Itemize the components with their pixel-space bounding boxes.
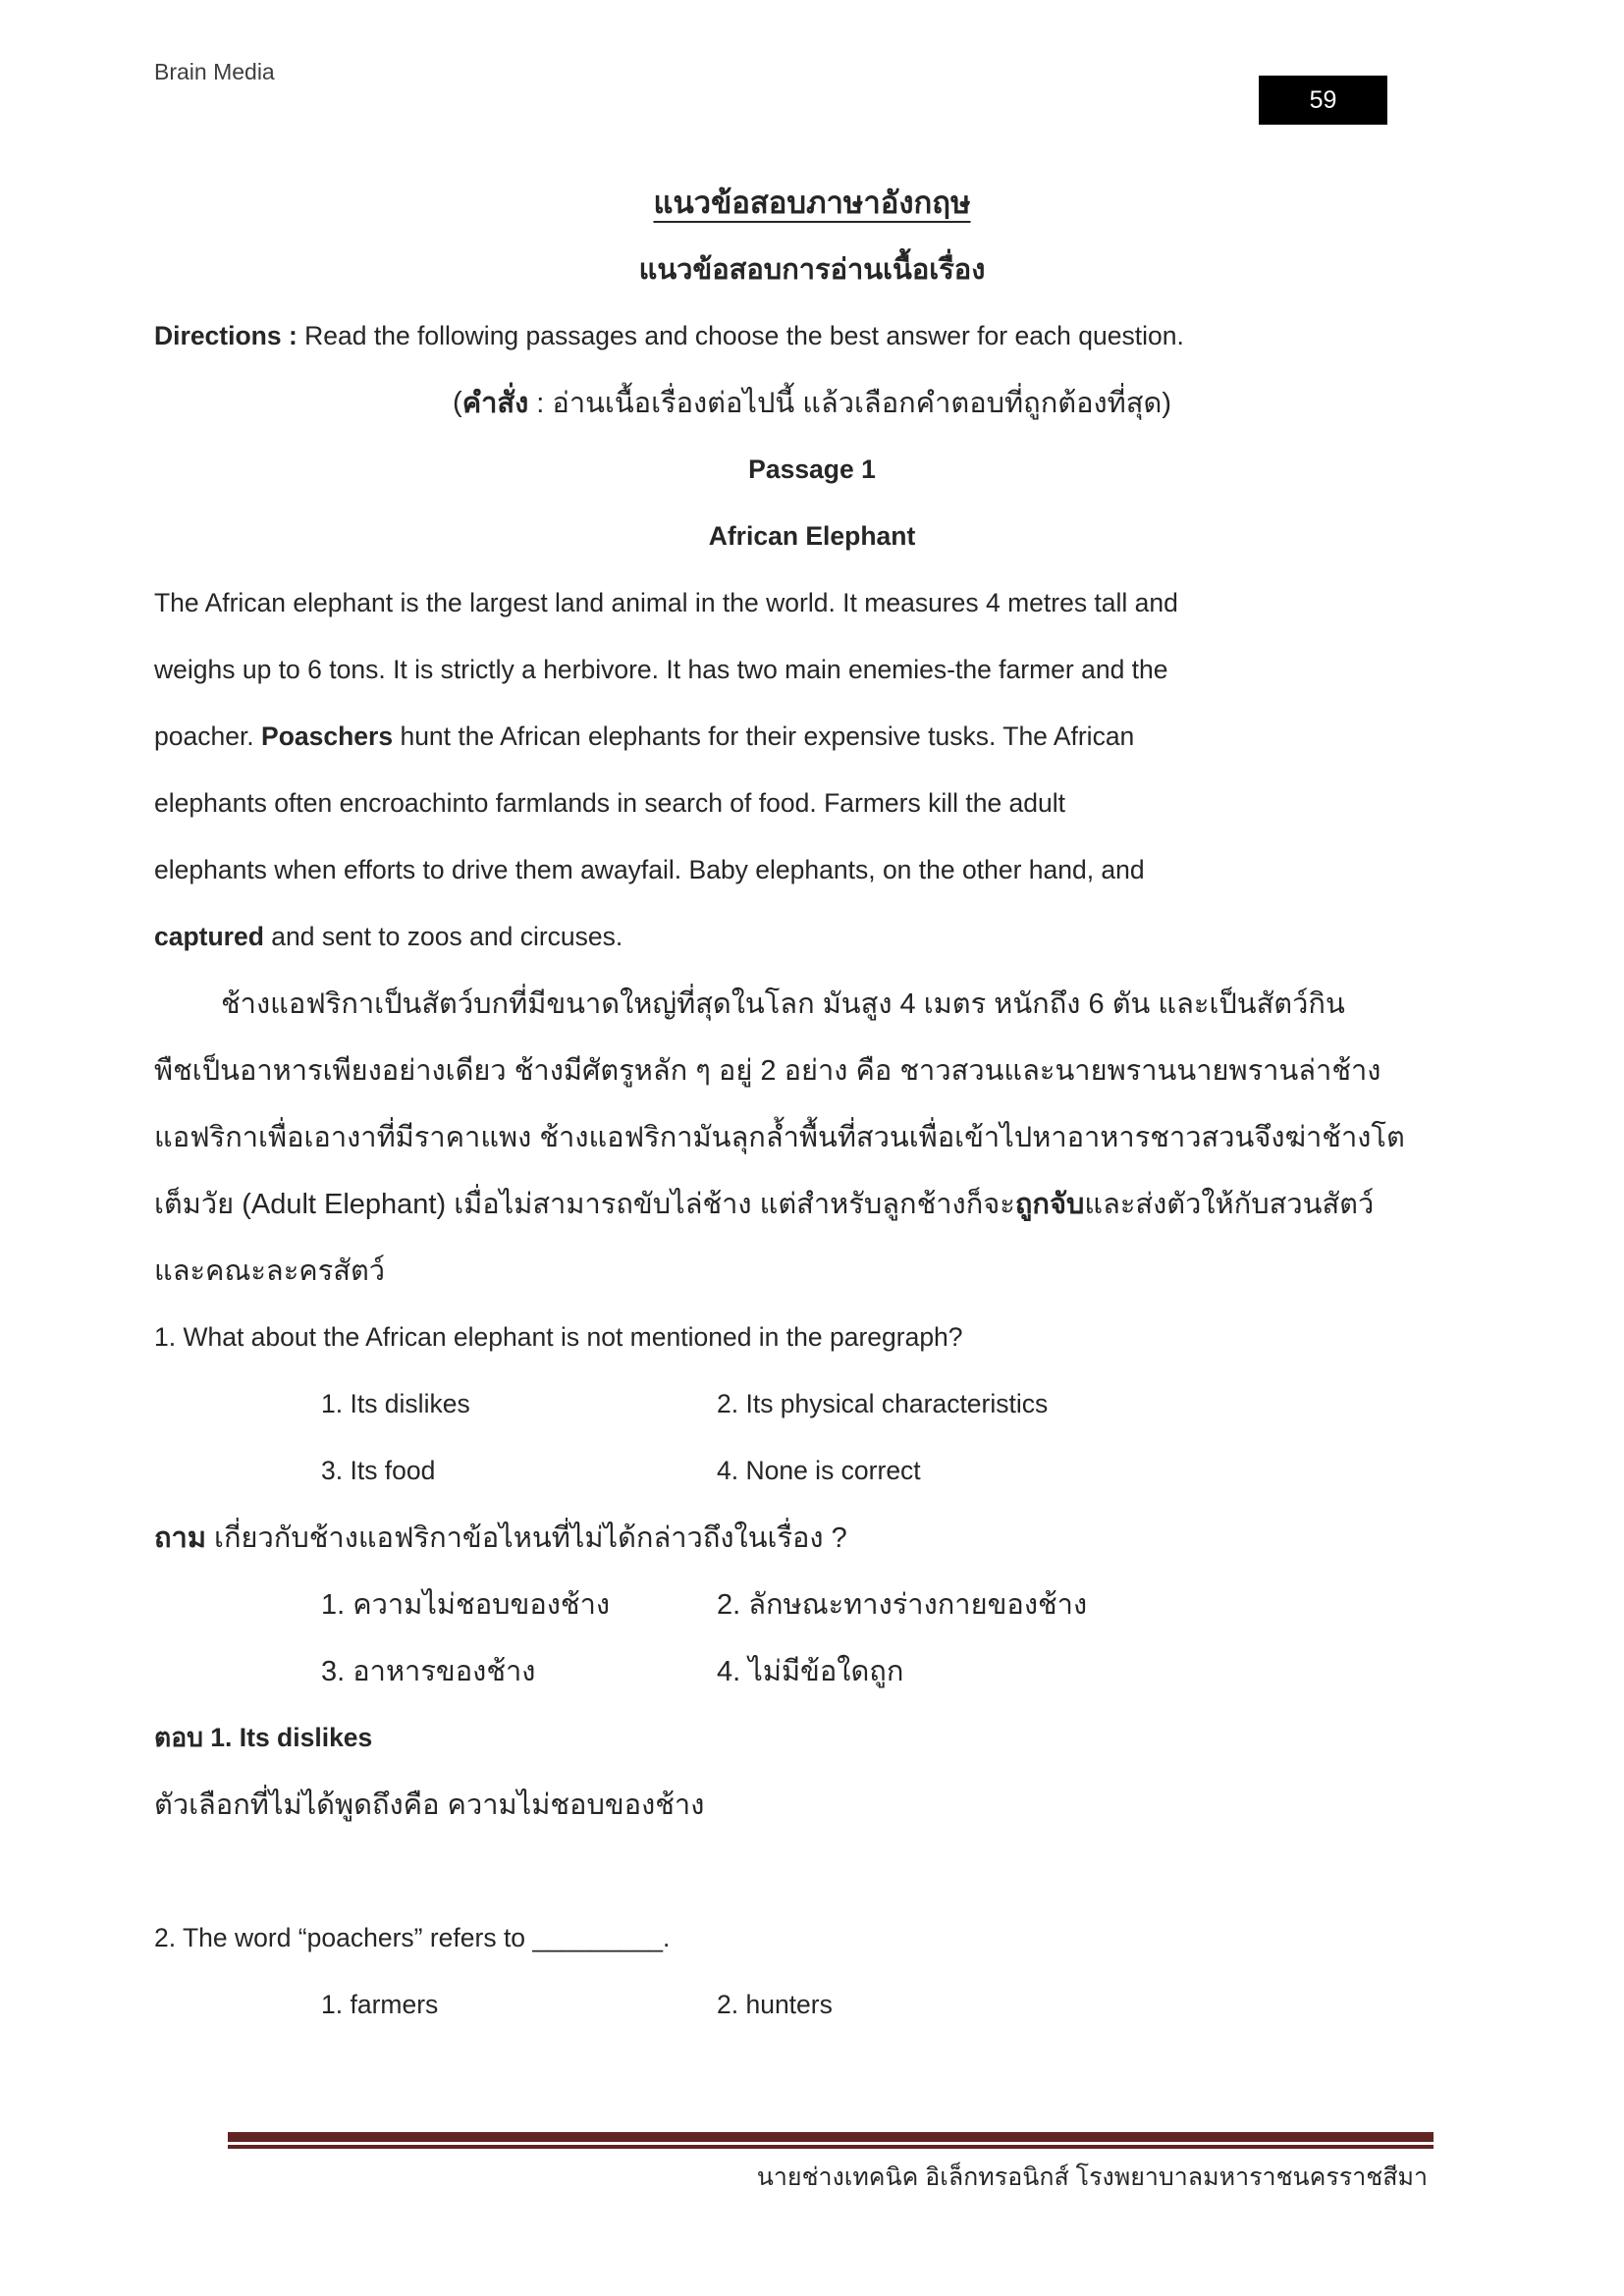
passage-th-line [154, 1103, 1470, 1170]
choice-q1th-3: 3. อาหารของช้าง [321, 1656, 536, 1687]
directions-label: Directions : [154, 320, 298, 350]
choice-q1th-4: 4. ไม่มีข้อใดถูก [717, 1656, 904, 1687]
choice-q1-3: 3. Its food [321, 1455, 436, 1485]
question-1-thai-choices-row-2 [154, 1637, 1470, 1704]
main-title: แนวข้อสอบภาษาอังกฤษ [653, 186, 971, 220]
footer-credit: นายช่างเทคนิค อิเล็กทรอนิกส์ โรงพยาบาลมหาราชนครราชสีมา [756, 2163, 1428, 2191]
passage-th-text: แอฟริกาเพื่อเอางาที่มีราคาแพง ช้างแอฟริกามันลุกล้ำพื้นที่สวนเพื่อเข้าไปหาอาหารชาวสวนจึงฆ่าช้างโต [154, 1122, 1405, 1153]
question-1-choices-row-1 [154, 1370, 1470, 1437]
page-number: 59 [1309, 85, 1337, 114]
directions-text: Read the following passages and choose the best answer for each question. [297, 320, 1184, 350]
passage-label: Passage 1 [748, 454, 876, 484]
passage-en-bold: captured [154, 921, 264, 951]
passage-th-text: และส่งตัวให้กับสวนสัตว์ [1084, 1189, 1375, 1220]
footer-divider-thick-line [228, 2132, 1434, 2142]
footer-divider [228, 2132, 1434, 2149]
passage-th-text: เต็มวัย (Adult Elephant) เมื่อไม่สามารถขับไล่ช้าง แต่สำหรับลูกช้างก็จะ [154, 1189, 1015, 1220]
passage-en-line [154, 636, 1470, 703]
passage-th-line [154, 1037, 1470, 1103]
question-1-thai-row [154, 1504, 1470, 1571]
page-number-badge [1259, 76, 1387, 125]
question-2-choices-row [154, 1971, 1470, 2038]
footer-divider-thin-line [228, 2145, 1434, 2149]
question-2-text: 2. The word “poachers” refers to _________. [154, 1922, 671, 1952]
passage-en-line [154, 836, 1470, 903]
question-1-thai-text: เกี่ยวกับช้างแอฟริกาข้อไหนที่ไม่ได้กล่าวถึงในเรื่อง ? [205, 1522, 847, 1554]
main-title-row [154, 169, 1470, 236]
brand-label: Brain Media [154, 59, 275, 84]
passage-th-line [154, 1170, 1470, 1237]
document-body [154, 169, 1470, 2038]
passage-title-row [154, 503, 1470, 569]
passage-en-text: The African elephant is the largest land animal in the world. It measures 4 metres tall and [154, 587, 1178, 617]
question-1-row [154, 1304, 1470, 1370]
question-1-thai-label: ถาม [154, 1522, 206, 1554]
choice-q2-2: 2. hunters [717, 1989, 833, 2019]
answer-1-explanation-row [154, 1771, 1470, 1838]
passage-en-text: poacher. [154, 721, 262, 751]
question-1-choices-row-2 [154, 1437, 1470, 1504]
passage-th-line [154, 1237, 1470, 1304]
passage-en-text: and sent to zoos and circuses. [263, 921, 623, 951]
answer-1-row [154, 1704, 1470, 1771]
question-1-text: 1. What about the African elephant is not mentioned in the paregraph? [154, 1321, 963, 1352]
passage-label-row [154, 436, 1470, 503]
question-2-row [154, 1904, 1470, 1971]
directions-row [154, 302, 1470, 369]
passage-en-line [154, 903, 1470, 970]
passage-th-line [154, 970, 1470, 1037]
passage-th-text: ช้างแอฟริกาเป็นสัตว์บกที่มีขนาดใหญ่ที่สุดในโลก มันสูง 4 เมตร หนักถึง 6 ตัน และเป็นสัตว์กิน [221, 988, 1345, 1020]
directions-thai-text: : อ่านเนื้อเรื่องต่อไปนี้ แล้วเลือกคำตอบที่ถูกต้องที่สุด) [528, 388, 1171, 419]
passage-en-text: weighs up to 6 tons. It is strictly a herbivore. It has two main enemies-the farmer and the [154, 654, 1168, 684]
passage-th-text: พืชเป็นอาหารเพียงอย่างเดียว ช้างมีศัตรูหลัก ๆ อยู่ 2 อย่าง คือ ชาวสวนและนายพรานนายพรานล่าช้าง [154, 1055, 1381, 1087]
directions-thai-label: คำสั่ง [461, 388, 529, 419]
sub-title: แนวข้อสอบการอ่านเนื้อเรื่อง [638, 254, 986, 286]
passage-en-line [154, 569, 1470, 636]
passage-en-text: hunt the African elephants for their expensive tusks. The African [393, 721, 1135, 751]
passage-en-text: elephants often encroachinto farmlands in search of food. Farmers kill the adult [154, 787, 1066, 818]
choice-q1-2: 2. Its physical characteristics [717, 1388, 1049, 1418]
passage-en-line [154, 770, 1470, 836]
passage-en-text: elephants when efforts to drive them awayfail. Baby elephants, on the other hand, and [154, 854, 1145, 884]
passage-th-text: และคณะละครสัตว์ [154, 1255, 386, 1287]
choice-q1th-1: 1. ความไม่ชอบของช้าง [321, 1589, 611, 1621]
answer-1-label: ตอบ 1. Its dislikes [154, 1723, 373, 1752]
choice-q2-1: 1. farmers [321, 1989, 439, 2019]
passage-en-line [154, 703, 1470, 770]
sub-title-row [154, 236, 1470, 302]
directions-thai-open-paren: ( [453, 386, 462, 418]
choice-q1th-2: 2. ลักษณะทางร่างกายของช้าง [717, 1589, 1088, 1621]
passage-th-bold: ถูกจับ [1014, 1189, 1085, 1220]
choice-q1-1: 1. Its dislikes [321, 1388, 470, 1418]
passage-title: African Elephant [708, 520, 916, 551]
choice-q1-4: 4. None is correct [717, 1455, 921, 1485]
spacer-row [154, 1838, 1470, 1904]
question-1-thai-choices-row-1 [154, 1571, 1470, 1637]
passage-en-bold: Poaschers [261, 721, 394, 751]
directions-thai-row [154, 369, 1470, 436]
answer-1-explanation: ตัวเลือกที่ไม่ได้พูดถึงคือ ความไม่ชอบของช้าง [154, 1789, 705, 1821]
